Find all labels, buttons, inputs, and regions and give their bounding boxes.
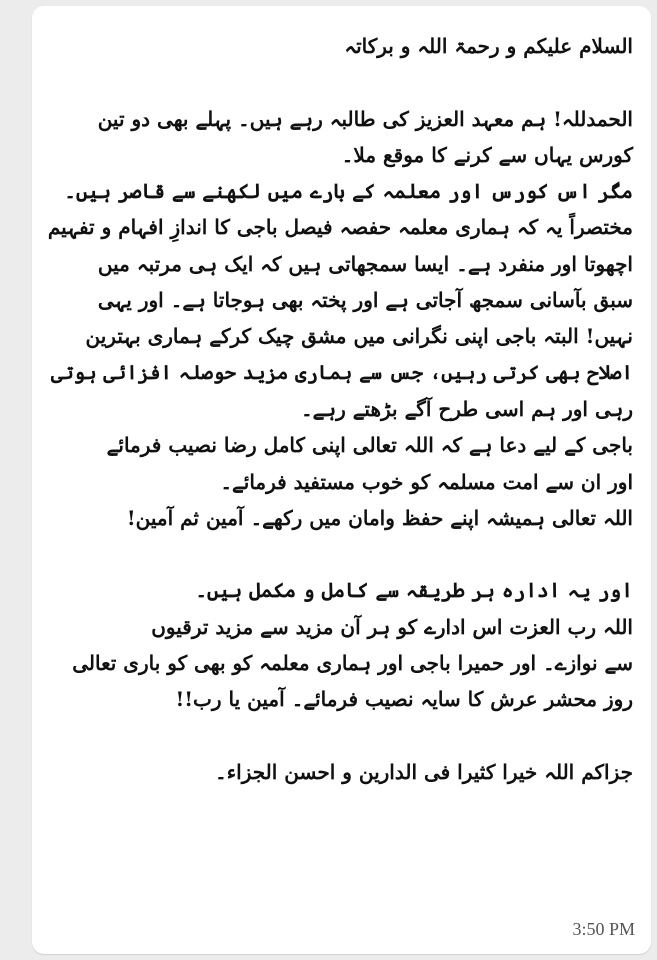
message-line: روز محشر عرش کا سایہ نصیب فرمائے۔ آمین یا رب!! xyxy=(175,687,633,712)
message-timestamp: 3:50 PM xyxy=(572,919,635,939)
message-bubble[interactable] xyxy=(32,6,651,954)
paragraph-gap xyxy=(46,536,633,572)
message-line: اللہ تعالی ہمیشہ اپنے حفظ وامان میں رکھے۔ آمین ثم آمین! xyxy=(126,505,633,530)
message-line: اور یہ ادارہ ہر طریقہ سے کامل و مکمل ہیں۔ xyxy=(195,578,633,603)
message-text xyxy=(46,28,633,790)
message-line: کورس یہاں سے کرنے کا موقع ملا۔ xyxy=(341,142,633,167)
message-line: نہیں! البتہ باجی اپنی نگرانی میں مشق چیک کرکے ہماری بہترین xyxy=(85,324,633,349)
message-line: سے نوازے۔ اور حمیرا باجی اور ہماری معلمہ کو بھی کو باری تعالی xyxy=(72,651,633,676)
greeting-line: السلام علیکم و رحمۃ اللہ و برکاتہ xyxy=(344,34,633,58)
paragraph-gap xyxy=(46,718,633,754)
message-line: اچھوتا اور منفرد ہے۔ ایسا سمجھاتی ہیں کہ ایک ہی مرتبہ میں xyxy=(97,251,633,276)
closing-line: جزاکم اللہ خیرا کثیرا فی الدارین و احسن الجزاء۔ xyxy=(215,759,633,784)
message-line: سبق بآسانی سمجھ آجاتی ہے اور پختہ بھی ہوجاتا ہے۔ اور یہی xyxy=(97,288,633,313)
message-line: اور ان سے امت مسلمہ کو خوب مستفید فرمائے۔ xyxy=(220,469,633,494)
message-line: باجی کے لیے دعا ہے کہ اللہ تعالی اپنی کامل رضا نصیب فرمائے xyxy=(106,433,633,458)
message-line: مختصراً یہ کہ ہماری معلمہ حفصہ فیصل باجی کا اندازِ افہام و تفہیم xyxy=(47,215,633,240)
message-line: رہی اور ہم اسی طرح آگے بڑھتے رہے۔ xyxy=(300,396,633,421)
message-line: اصلاح بھی کرتی رہیں، جس سے ہماری مزید حوصلہ افزائی ہوتی xyxy=(50,360,633,384)
message-line: مگر اس کورس اور معلمہ کے بارے میں لکھنے سے قاصر ہیں۔ xyxy=(64,179,633,204)
message-line: اللہ رب العزت اس ادارے کو ہر آن مزید سے مزید ترقیوں xyxy=(151,614,633,639)
paragraph-gap xyxy=(46,64,633,100)
message-line: الحمدللہ! ہم معہد العزیز کی طالبہ رہے ہیں۔ پہلے بھی دو تین xyxy=(97,106,633,131)
